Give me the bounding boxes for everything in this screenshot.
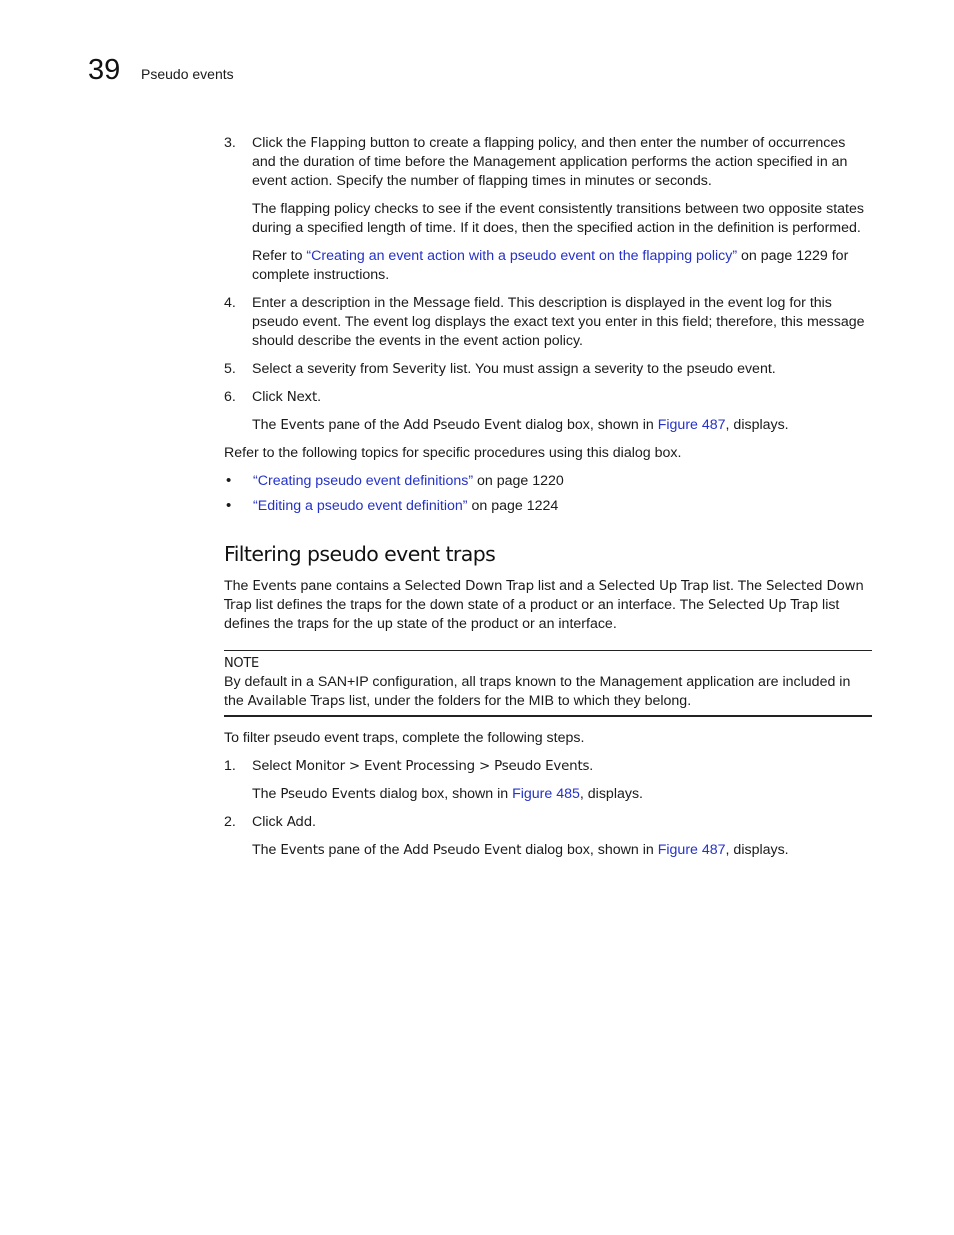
step-text: Select Monitor > Event Processing > Pseudo Events. — [252, 758, 594, 774]
step-number: 2. — [224, 814, 236, 830]
flapping-policy-link[interactable]: “Creating an event action with a pseudo event on the flapping policy” — [306, 248, 738, 264]
step-text: Click Add. — [252, 814, 316, 830]
step-6 — [224, 388, 872, 407]
step-2 — [224, 813, 872, 832]
creating-definitions-link[interactable]: “Creating pseudo event definitions” — [253, 473, 474, 489]
step-text: Click the Flapping button to create a flapping policy, and then enter the number of occurrences and the duration of time before the Management application performs the action specified in an event action. Specify the number of flapping times in minutes or seconds. — [252, 135, 848, 189]
list-item: • “Editing a pseudo event definition” on page 1224 — [226, 497, 559, 514]
list-item: • “Creating pseudo event definitions” on page 1220 — [226, 472, 564, 489]
step-4 — [224, 294, 872, 351]
steps-lead: To filter pseudo event traps, complete the following steps. — [224, 730, 585, 746]
chapter-title: Pseudo events — [141, 66, 234, 82]
message-field-ref: Message — [412, 296, 471, 311]
step-number: 6. — [224, 389, 236, 405]
refer-paragraph: Refer to the following topics for specific procedures using this dialog box. — [224, 445, 682, 461]
flapping-button-ref: Flapping — [310, 136, 367, 151]
step-2-result: The Events pane of the Add Pseudo Event dialog box, shown in Figure 487, displays. — [252, 842, 789, 858]
step-6-result: The Events pane of the Add Pseudo Event dialog box, shown in Figure 487, displays. — [252, 417, 789, 433]
section-heading: Filtering pseudo event traps — [224, 542, 496, 566]
step-5 — [224, 360, 872, 379]
severity-list-ref: Severity — [392, 362, 447, 377]
section-intro: The Events pane contains a Selected Down Trap list and a Selected Up Trap list. The Selected Down Trap list defines the traps for the down state of a product or an interface. The Selected Up Trap list defines the traps for the up state of the product or an interface. — [224, 578, 864, 632]
next-button-ref: Next — [286, 390, 318, 405]
editing-definition-link[interactable]: “Editing a pseudo event definition” — [253, 498, 468, 514]
page-content — [224, 134, 872, 869]
note-text: By default in a SAN+IP configuration, all traps known to the Management application are included in the Available Traps list, under the folders for the MIB to which they belong. — [224, 674, 851, 709]
chapter-number: 39 — [88, 54, 121, 86]
step-1 — [224, 757, 872, 776]
step-1-result: The Pseudo Events dialog box, shown in Figure 485, displays. — [252, 786, 643, 802]
step-text: Select a severity from Severity list. You must assign a severity to the pseudo event. — [252, 361, 776, 377]
bullet-icon: • — [226, 497, 232, 514]
add-button-ref: Add — [286, 815, 313, 830]
figure-487-link[interactable]: Figure 487 — [657, 417, 726, 433]
step-text: Click Next. — [252, 389, 322, 405]
step-3-reference: Refer to “Creating an event action with a pseudo event on the flapping policy” on page 1229 for complete instructions. — [252, 248, 849, 283]
menu-path-ref: Monitor > Event Processing > Pseudo Events — [295, 759, 590, 774]
note-label: NOTE — [224, 656, 259, 671]
step-3 — [224, 134, 872, 191]
step-number: 3. — [224, 135, 236, 151]
step-text: Enter a description in the Message field. This description is displayed in the event log for this pseudo event. The event log displays the exact text you enter in this field; therefore, this message should describe the events in the event action policy. — [252, 295, 865, 349]
bullet-icon: • — [226, 472, 232, 489]
note-box — [224, 650, 872, 717]
figure-485-link[interactable]: Figure 485 — [512, 786, 580, 802]
step-number: 1. — [224, 758, 236, 774]
step-number: 4. — [224, 295, 236, 311]
step-3-detail: The flapping policy checks to see if the event consistently transitions between two opposite states during a specified length of time. If it does, then the specified action in the definition is performed. — [252, 201, 864, 236]
figure-487-link[interactable]: Figure 487 — [657, 842, 726, 858]
step-number: 5. — [224, 361, 236, 377]
